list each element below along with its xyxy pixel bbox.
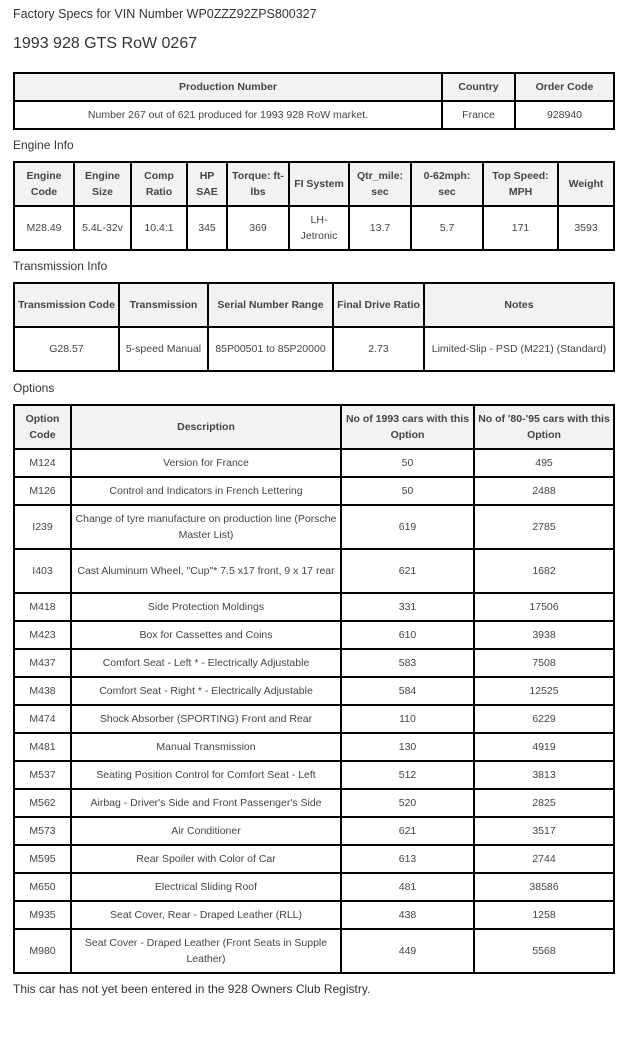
- fi-system-cell: LH-Jetronic: [289, 206, 349, 250]
- table-row: [14, 593, 614, 621]
- notes-cell: Limited-Slip - PSD (M221) (Standard): [424, 327, 614, 371]
- table-row: [14, 845, 614, 873]
- transmission-code-cell: G28.57: [14, 327, 119, 371]
- option-count-1993-cell: 481: [341, 873, 474, 901]
- option-code-cell: M595: [14, 845, 71, 873]
- transmission-info-title: Transmission Info: [13, 259, 108, 273]
- option-code-cell: M124: [14, 449, 71, 477]
- option-count-80-95-cell: 1682: [474, 549, 614, 593]
- option-code-cell: M650: [14, 873, 71, 901]
- hp-cell: 345: [187, 206, 227, 250]
- table-row: [14, 789, 614, 817]
- option-description-cell: Electrical Sliding Roof: [71, 873, 341, 901]
- option-count-1993-cell: 50: [341, 449, 474, 477]
- option-code-cell: M481: [14, 733, 71, 761]
- option-count-80-95-cell: 2825: [474, 789, 614, 817]
- option-count-1993-cell: 438: [341, 901, 474, 929]
- count-1993-header: No of 1993 cars with this Option: [341, 405, 474, 449]
- qtr-mile-header: Qtr_mile: sec: [349, 162, 411, 206]
- order-code-header: Order Code: [515, 73, 614, 101]
- option-count-80-95-cell: 7508: [474, 649, 614, 677]
- engine-row: [14, 206, 614, 250]
- production-row: [14, 101, 614, 129]
- top-speed-cell: 171: [483, 206, 558, 250]
- table-row: [14, 477, 614, 505]
- table-row: [14, 733, 614, 761]
- weight-cell: 3593: [558, 206, 614, 250]
- option-code-cell: M980: [14, 929, 71, 973]
- option-count-80-95-cell: 5568: [474, 929, 614, 973]
- serial-range-cell: 85P00501 to 85P20000: [208, 327, 333, 371]
- option-description-cell: Seating Position Control for Comfort Seat - Left: [71, 761, 341, 789]
- torque-header: Torque: ft-lbs: [227, 162, 289, 206]
- zero-62-header: 0-62mph: sec: [411, 162, 483, 206]
- option-count-1993-cell: 613: [341, 845, 474, 873]
- option-count-80-95-cell: 2488: [474, 477, 614, 505]
- engine-table: [13, 161, 615, 251]
- option-code-cell: M573: [14, 817, 71, 845]
- table-row: [14, 449, 614, 477]
- option-count-1993-cell: 110: [341, 705, 474, 733]
- table-row: [14, 817, 614, 845]
- option-description-cell: Comfort Seat - Left * - Electrically Adjustable: [71, 649, 341, 677]
- option-count-1993-cell: 610: [341, 621, 474, 649]
- production-number-cell: Number 267 out of 621 produced for 1993 928 RoW market.: [14, 101, 442, 129]
- hp-header: HP SAE: [187, 162, 227, 206]
- option-count-1993-cell: 621: [341, 817, 474, 845]
- option-description-cell: Seat Cover - Draped Leather (Front Seats in Supple Leather): [71, 929, 341, 973]
- order-code-cell: 928940: [515, 101, 614, 129]
- engine-size-cell: 5.4L-32v: [74, 206, 131, 250]
- transmission-code-header: Transmission Code: [14, 283, 119, 327]
- option-count-80-95-cell: 17506: [474, 593, 614, 621]
- top-speed-header: Top Speed: MPH: [483, 162, 558, 206]
- final-drive-cell: 2.73: [333, 327, 424, 371]
- production-number-header: Production Number: [14, 73, 442, 101]
- table-row: [14, 677, 614, 705]
- table-row: [14, 705, 614, 733]
- options-table: [13, 404, 615, 974]
- option-count-80-95-cell: 495: [474, 449, 614, 477]
- country-header: Country: [442, 73, 515, 101]
- option-code-cell: M126: [14, 477, 71, 505]
- option-count-1993-cell: 619: [341, 505, 474, 549]
- vin-title: Factory Specs for VIN Number WP0ZZZ92ZPS800327: [13, 7, 317, 21]
- table-row: [14, 761, 614, 789]
- option-description-cell: Version for France: [71, 449, 341, 477]
- transmission-table: [13, 282, 615, 372]
- option-description-cell: Manual Transmission: [71, 733, 341, 761]
- comp-ratio-header: Comp Ratio: [131, 162, 187, 206]
- option-count-80-95-cell: 12525: [474, 677, 614, 705]
- option-count-80-95-cell: 3813: [474, 761, 614, 789]
- registry-note: This car has not yet been entered in the 928 Owners Club Registry.: [13, 982, 371, 996]
- option-count-1993-cell: 584: [341, 677, 474, 705]
- options-title: Options: [13, 381, 55, 395]
- option-code-cell: M562: [14, 789, 71, 817]
- weight-header: Weight: [558, 162, 614, 206]
- engine-code-cell: M28.49: [14, 206, 74, 250]
- option-count-1993-cell: 130: [341, 733, 474, 761]
- description-header: Description: [71, 405, 341, 449]
- option-code-cell: I403: [14, 549, 71, 593]
- engine-size-header: Engine Size: [74, 162, 131, 206]
- car-title: 1993 928 GTS RoW 0267: [13, 35, 198, 52]
- option-count-1993-cell: 520: [341, 789, 474, 817]
- option-code-cell: I239: [14, 505, 71, 549]
- option-description-cell: Cast Aluminum Wheel, "Cup"* 7.5 x17 front, 9 x 17 rear: [71, 549, 341, 593]
- option-description-cell: Rear Spoiler with Color of Car: [71, 845, 341, 873]
- option-description-cell: Control and Indicators in French Lettering: [71, 477, 341, 505]
- option-code-cell: M935: [14, 901, 71, 929]
- option-count-80-95-cell: 1258: [474, 901, 614, 929]
- torque-cell: 369: [227, 206, 289, 250]
- option-code-cell: M423: [14, 621, 71, 649]
- option-code-cell: M474: [14, 705, 71, 733]
- option-count-1993-cell: 583: [341, 649, 474, 677]
- option-description-cell: Airbag - Driver's Side and Front Passenger's Side: [71, 789, 341, 817]
- option-count-80-95-cell: 2744: [474, 845, 614, 873]
- engine-info-title: Engine Info: [13, 138, 74, 152]
- option-code-cell: M438: [14, 677, 71, 705]
- table-row: [14, 649, 614, 677]
- zero-62-cell: 5.7: [411, 206, 483, 250]
- option-count-80-95-cell: 38586: [474, 873, 614, 901]
- option-description-cell: Side Protection Moldings: [71, 593, 341, 621]
- transmission-row: [14, 327, 614, 371]
- option-count-80-95-cell: 3517: [474, 817, 614, 845]
- option-count-1993-cell: 512: [341, 761, 474, 789]
- country-cell: France: [442, 101, 515, 129]
- option-count-1993-cell: 331: [341, 593, 474, 621]
- table-row: [14, 929, 614, 973]
- option-count-80-95-cell: 4919: [474, 733, 614, 761]
- option-count-1993-cell: 621: [341, 549, 474, 593]
- notes-header: Notes: [424, 283, 614, 327]
- table-row: [14, 549, 614, 593]
- transmission-header: Transmission: [119, 283, 208, 327]
- production-table: [13, 72, 615, 130]
- option-code-cell: M537: [14, 761, 71, 789]
- count-80-95-header: No of '80-'95 cars with this Option: [474, 405, 614, 449]
- final-drive-header: Final Drive Ratio: [333, 283, 424, 327]
- option-description-cell: Air Conditioner: [71, 817, 341, 845]
- option-count-1993-cell: 50: [341, 477, 474, 505]
- table-row: [14, 873, 614, 901]
- option-code-header: Option Code: [14, 405, 71, 449]
- option-description-cell: Seat Cover, Rear - Draped Leather (RLL): [71, 901, 341, 929]
- qtr-mile-cell: 13.7: [349, 206, 411, 250]
- table-row: [14, 505, 614, 549]
- option-description-cell: Comfort Seat - Right * - Electrically Adjustable: [71, 677, 341, 705]
- serial-range-header: Serial Number Range: [208, 283, 333, 327]
- option-count-80-95-cell: 2785: [474, 505, 614, 549]
- option-count-80-95-cell: 6229: [474, 705, 614, 733]
- table-row: [14, 621, 614, 649]
- option-description-cell: Shock Absorber (SPORTING) Front and Rear: [71, 705, 341, 733]
- option-count-80-95-cell: 3938: [474, 621, 614, 649]
- option-description-cell: Change of tyre manufacture on production line (Porsche Master List): [71, 505, 341, 549]
- fi-system-header: FI System: [289, 162, 349, 206]
- engine-code-header: Engine Code: [14, 162, 74, 206]
- option-description-cell: Box for Cassettes and Coins: [71, 621, 341, 649]
- option-code-cell: M437: [14, 649, 71, 677]
- table-row: [14, 901, 614, 929]
- transmission-cell: 5-speed Manual: [119, 327, 208, 371]
- option-count-1993-cell: 449: [341, 929, 474, 973]
- comp-ratio-cell: 10.4:1: [131, 206, 187, 250]
- option-code-cell: M418: [14, 593, 71, 621]
